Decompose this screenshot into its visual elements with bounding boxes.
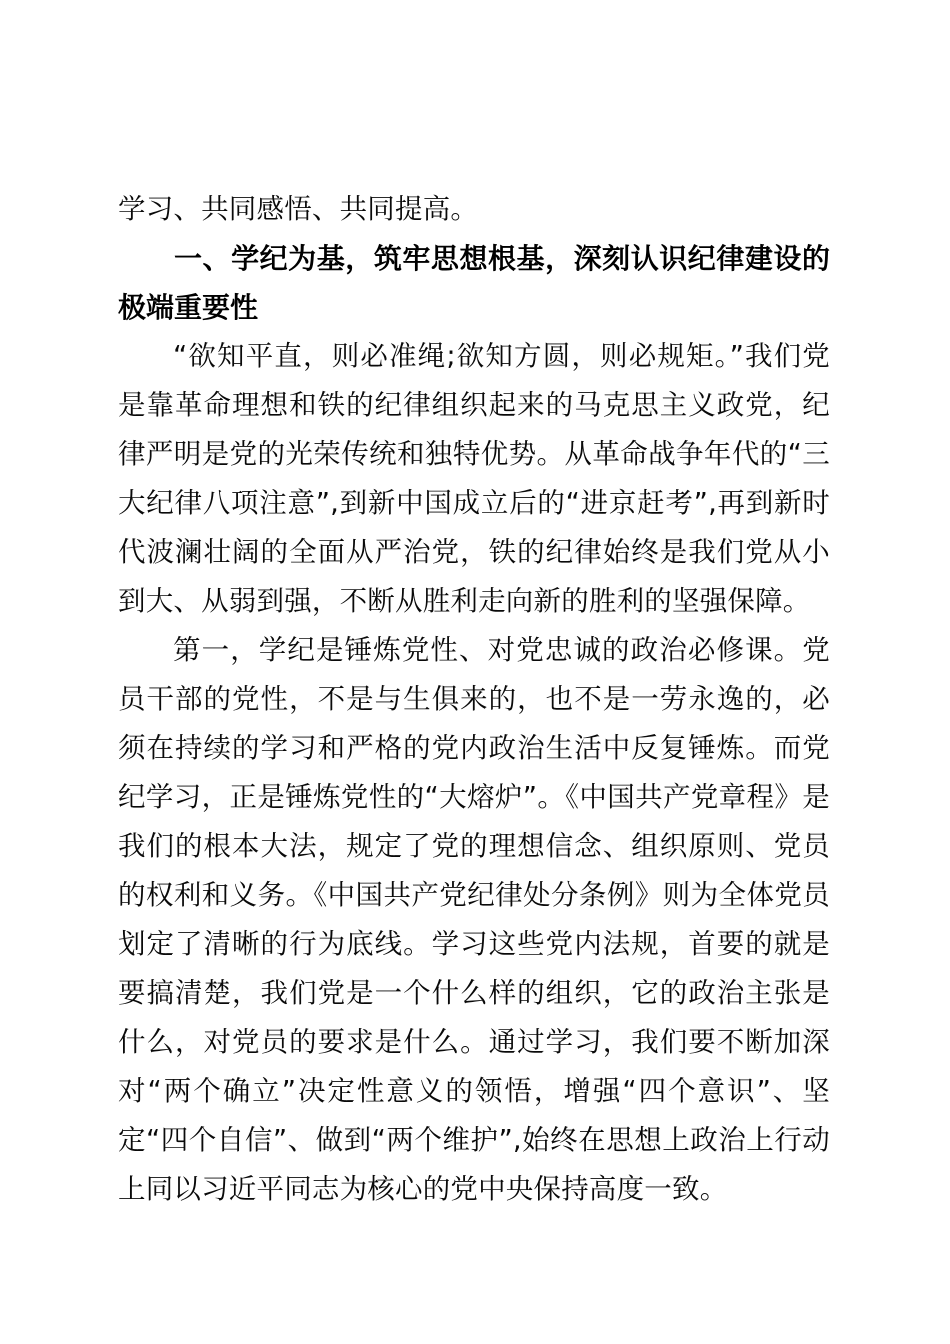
- paragraph-lead: 学习、共同感悟、共同提高。: [118, 193, 479, 225]
- paragraph-body-2: 第一，学纪是锤炼党性、对党忠诚的政治必修课。党员干部的党性，不是与生俱来的，也不是一劳永逸的，必须在持续的学习和严格的党内政治生活中反复锤炼。而党纪学习，正是锤炼党性的“大熔炉”。《中国共产党章程》是我们的根本大法，规定了党的理想信念、组织原则、党员的权利和义务。《中国共产党纪律处分条例》则为全体党员划定了清晰的行为底线。学习这些党内法规，首要的就是要搞清楚，我们党是一个什么样的组织，它的政治主张是什么，对党员的要求是什么。通过学习，我们要不断加深对“两个确立”决定性意义的领悟，增强“四个意识”、坚定“四个自信”、做到“两个维护”,始终在思想上政治上行动上同以习近平同志为核心的党中央保持高度一致。: [118, 634, 830, 1205]
- section-heading-1: 一、学纪为基，筑牢思想根基，深刻认识纪律建设的极端重要性: [118, 242, 830, 324]
- paragraph-body-1: “欲知平直，则必准绳;欲知方圆，则必规矩。”我们党是靠革命理想和铁的纪律组织起来的马克思主义政党，纪律严明是党的光荣传统和独特优势。从革命战争年代的“三大纪律八项注意”,到新中国成立后的“进京赶考”,再到新时代波澜壮阔的全面从严治党，铁的纪律始终是我们党从小到大、从弱到强，不断从胜利走向新的胜利的坚强保障。: [118, 340, 830, 617]
